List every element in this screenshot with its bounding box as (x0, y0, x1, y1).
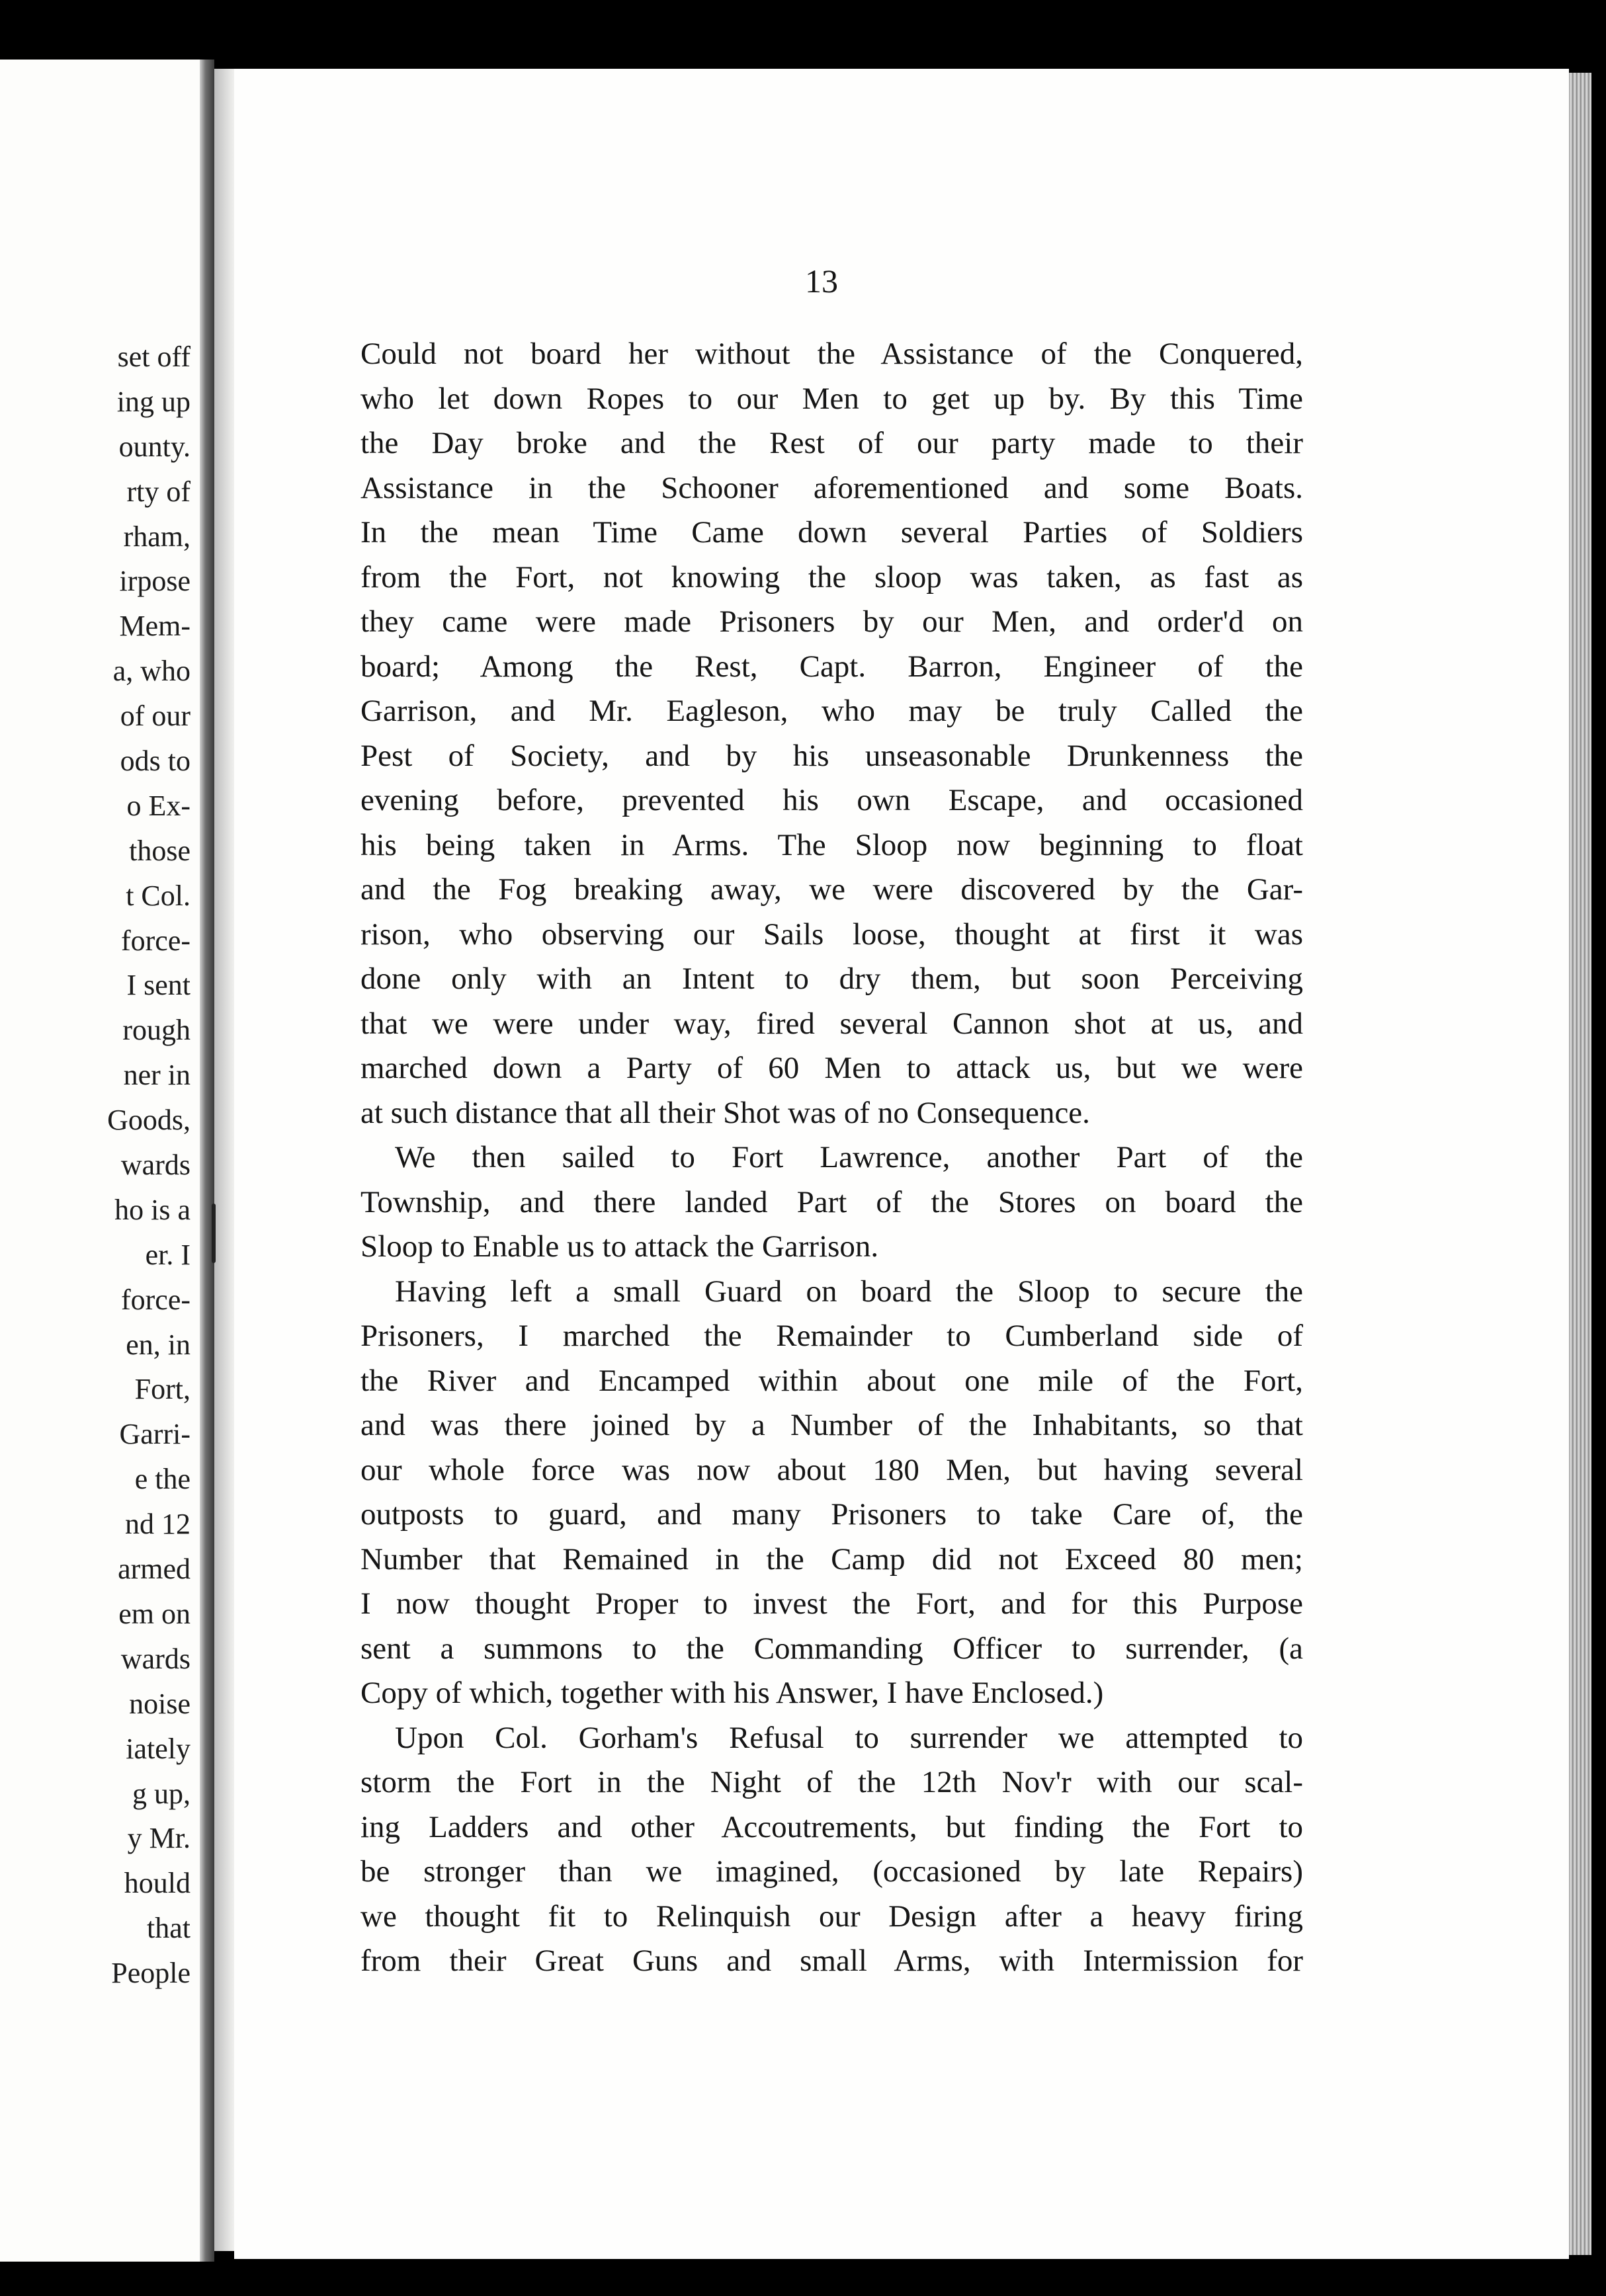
text-line: rison, who observing our Sails loose, thought at first it was (360, 917, 1303, 952)
text-line: I now thought Proper to invest the Fort, and for this Purpose (360, 1586, 1303, 1621)
left-page-line: Garri- (119, 1418, 190, 1451)
text-line: sent a summons to the Commanding Officer to surrender, (a (360, 1631, 1303, 1666)
text-line: be stronger than we imagined, (occasioned by late Repairs) (360, 1854, 1303, 1889)
left-page-line: of our (120, 700, 190, 733)
text-line: who let down Ropes to our Men to get up by. By this Time (360, 381, 1303, 416)
left-page-line: Goods, (107, 1104, 190, 1137)
left-page-line: ho is a (114, 1193, 190, 1226)
left-page-line: hould (124, 1867, 190, 1900)
left-page-line: ner in (123, 1059, 190, 1092)
text-line: Assistance in the Schooner aforementioned and some Boats. (360, 470, 1303, 505)
left-page-line: nd 12 (125, 1508, 190, 1541)
body-text (360, 332, 1303, 1984)
left-page-line: g up, (132, 1777, 190, 1810)
left-page-line: en, in (126, 1328, 190, 1361)
text-line: the River and Encamped within about one mile of the Fort, (360, 1363, 1303, 1398)
gutter-shadow (214, 69, 234, 2251)
text-line: outposts to guard, and many Prisoners to take Care of, the (360, 1497, 1303, 1532)
left-page-line: e the (134, 1463, 190, 1496)
left-page-line: y Mr. (127, 1822, 190, 1855)
text-line: storm the Fort in the Night of the 12th Nov'r with our scal- (360, 1765, 1303, 1799)
left-page-line: a, who (112, 655, 190, 688)
left-page-line: rham, (123, 520, 190, 553)
text-line: ing Ladders and other Accoutrements, but finding the Fort to (360, 1809, 1303, 1844)
text-line: and the Fog breaking away, we were discovered by the Gar- (360, 872, 1303, 907)
left-page-line: ing up (116, 385, 190, 418)
text-line: In the mean Time Came down several Parties of Soldiers (360, 515, 1303, 550)
left-page-line: noise (129, 1687, 190, 1720)
text-line: Copy of which, together with his Answer, I have Enclosed.) (360, 1676, 1104, 1710)
text-line: we thought fit to Relinquish our Design after a heavy firing (360, 1899, 1303, 1934)
left-page-line: armed (118, 1553, 190, 1586)
text-line: Number that Remained in the Camp did not Exceed 80 men; (360, 1541, 1303, 1577)
left-page-line: wards (120, 1642, 190, 1675)
left-page-line: er. I (145, 1238, 190, 1271)
text-line: from their Great Guns and small Arms, with Intermission for (360, 1944, 1303, 1978)
book-gutter (200, 60, 214, 2262)
text-line: from the Fort, not knowing the sloop was taken, as fast as (360, 559, 1303, 594)
left-page-line: em on (118, 1597, 190, 1630)
left-page-line: ounty. (118, 430, 190, 463)
left-page-line: ods to (120, 745, 190, 778)
left-page-line: those (129, 834, 190, 867)
left-page-line: People (111, 1957, 190, 1990)
left-page-line: Fort, (134, 1373, 190, 1406)
text-line: Garrison, and Mr. Eagleson, who may be truly Called the (360, 694, 1303, 728)
text-line: Prisoners, I marched the Remainder to Cumberland side of (360, 1319, 1303, 1353)
text-line: and was there joined by a Number of the Inhabitants, so that (360, 1408, 1303, 1442)
text-line: our whole force was now about 180 Men, but having several (360, 1452, 1303, 1487)
text-line: board; Among the Rest, Capt. Barron, Engineer of the (360, 649, 1303, 684)
left-page-line: wards (120, 1149, 190, 1182)
left-page-line: rty of (126, 475, 190, 508)
left-page-line: t Col. (126, 879, 190, 912)
left-page-text (0, 335, 190, 1996)
page-number: 13 (805, 263, 838, 300)
text-line: Pest of Society, and by his unseasonable Drunkenness the (360, 738, 1303, 773)
left-page-line: irpose (119, 565, 190, 598)
text-line: evening before, prevented his own Escape, and occasioned (360, 783, 1303, 817)
left-page-line: I sent (126, 969, 190, 1002)
text-line: Could not board her without the Assistance of the Conquered, (360, 337, 1303, 371)
text-line: done only with an Intent to dry them, but soon Perceiving (360, 962, 1303, 996)
text-line: Having left a small Guard on board the Sloop to secure the (395, 1274, 1303, 1309)
fold-mark (212, 1204, 216, 1263)
text-line: his being taken in Arms. The Sloop now beginning to float (360, 827, 1303, 862)
left-page-line: Mem- (119, 610, 190, 643)
left-facing-page (0, 60, 200, 2262)
page-edges (1569, 73, 1591, 2255)
left-page-line: force- (120, 1283, 190, 1316)
left-page-line: rough (122, 1014, 190, 1047)
text-line: the Day broke and the Rest of our party made to their (360, 426, 1303, 460)
text-line: at such distance that all their Shot was of no Consequence. (360, 1095, 1090, 1130)
text-line: marched down a Party of 60 Men to attack us, but we were (360, 1051, 1303, 1085)
text-line: Township, and there landed Part of the Stores on board the (360, 1184, 1303, 1219)
left-page-line: o Ex- (126, 789, 190, 822)
left-page-line: that (147, 1912, 190, 1945)
text-line: Upon Col. Gorham's Refusal to surrender we attempted to (395, 1720, 1303, 1755)
text-line: We then sailed to Fort Lawrence, another Part of the (395, 1140, 1303, 1174)
left-page-line: set off (117, 341, 190, 373)
text-line: that we were under way, fired several Cannon shot at us, and (360, 1006, 1303, 1041)
text-line: they came were made Prisoners by our Men, and order'd on (360, 604, 1303, 639)
left-page-line: iately (126, 1732, 190, 1765)
left-page-line: force- (120, 924, 190, 957)
text-line: Sloop to Enable us to attack the Garrison. (360, 1229, 879, 1264)
